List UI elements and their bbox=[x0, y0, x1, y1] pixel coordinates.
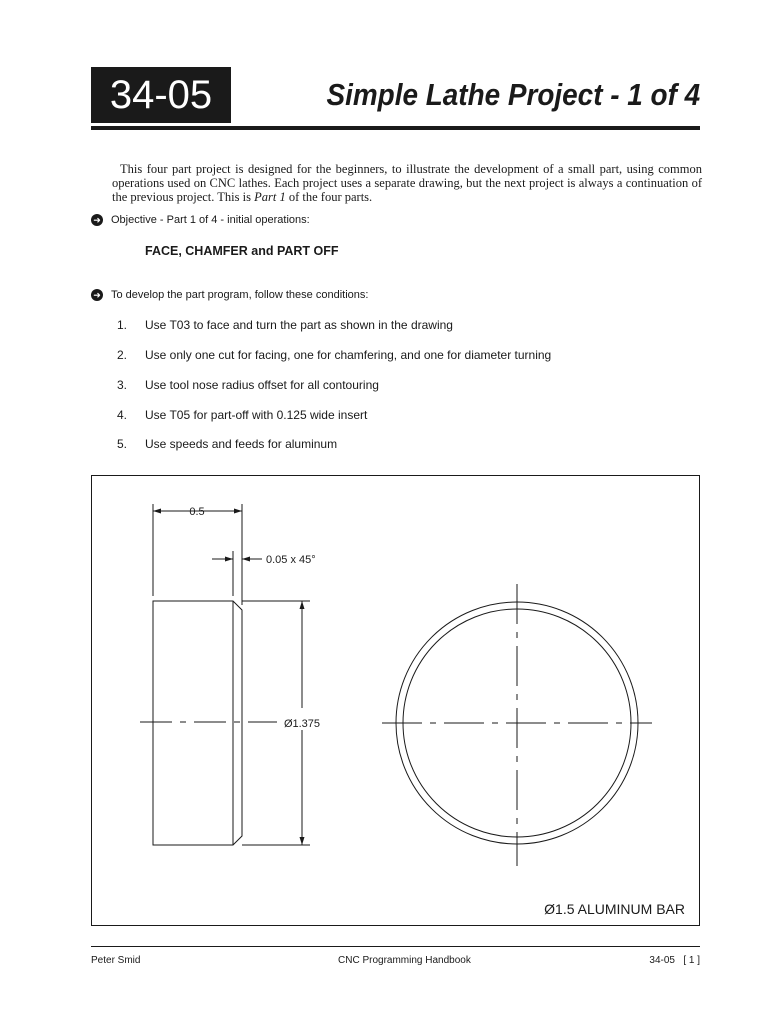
page-header bbox=[91, 67, 700, 129]
list-text: Use T03 to face and turn the part as shown in the drawing bbox=[145, 318, 453, 332]
dim-length-label: 0.5 bbox=[189, 506, 205, 518]
list-text: Use tool nose radius offset for all contouring bbox=[145, 378, 379, 392]
technical-drawing bbox=[91, 475, 700, 926]
list-number: 5. bbox=[117, 437, 128, 451]
objective-text: Objective - Part 1 of 4 - initial operations: bbox=[111, 214, 310, 227]
intro-paragraph bbox=[112, 162, 702, 204]
list-item bbox=[117, 437, 337, 451]
list-number: 4. bbox=[117, 408, 128, 422]
conditions-line bbox=[91, 288, 368, 302]
dim-chamfer-label: 0.05 x 45° bbox=[266, 554, 316, 566]
intro-text-end: of the four parts. bbox=[285, 190, 373, 204]
list-number: 2. bbox=[117, 348, 128, 362]
bar-stock-label: Ø1.5 ALUMINUM BAR bbox=[544, 901, 685, 917]
arrow-circle-icon: ➜ bbox=[91, 289, 103, 301]
chapter-number: 34-05 bbox=[91, 67, 231, 123]
footer-page: 34-05 [ 1 ] bbox=[649, 955, 700, 966]
part-side-outline bbox=[153, 601, 242, 845]
drawing-svg bbox=[92, 476, 701, 927]
list-text: Use speeds and feeds for aluminum bbox=[145, 437, 338, 451]
intro-text: This four part project is designed for the beginners, to illustrate the development of a small part, using common operations used on CNC lathes. Each project uses a separate drawing, but the next project is always a continuation of the previous project. This is bbox=[112, 162, 702, 204]
footer-author: Peter Smid bbox=[91, 955, 141, 966]
list-text: Use T05 for part-off with 0.125 wide insert bbox=[145, 408, 368, 422]
list-item bbox=[117, 318, 453, 332]
dim-diameter-label: Ø1.375 bbox=[283, 718, 321, 730]
footer-book: CNC Programming Handbook bbox=[338, 955, 471, 966]
arrow-circle-icon: ➜ bbox=[91, 214, 103, 226]
objective-line bbox=[91, 213, 310, 227]
list-item bbox=[117, 408, 367, 422]
intro-italic: Part 1 bbox=[254, 190, 286, 204]
list-item bbox=[117, 378, 379, 392]
header-rule bbox=[91, 126, 700, 130]
list-text: Use only one cut for facing, one for chamfering, and one for diameter turning bbox=[145, 348, 552, 362]
page-title: Simple Lathe Project - 1 of 4 bbox=[326, 77, 700, 112]
conditions-intro: To develop the part program, follow these conditions: bbox=[111, 289, 369, 302]
list-item bbox=[117, 348, 551, 362]
footer-rule bbox=[91, 946, 700, 947]
operations-heading: FACE, CHAMFER and PART OFF bbox=[145, 244, 339, 258]
list-number: 1. bbox=[117, 318, 128, 332]
list-number: 3. bbox=[117, 378, 128, 392]
